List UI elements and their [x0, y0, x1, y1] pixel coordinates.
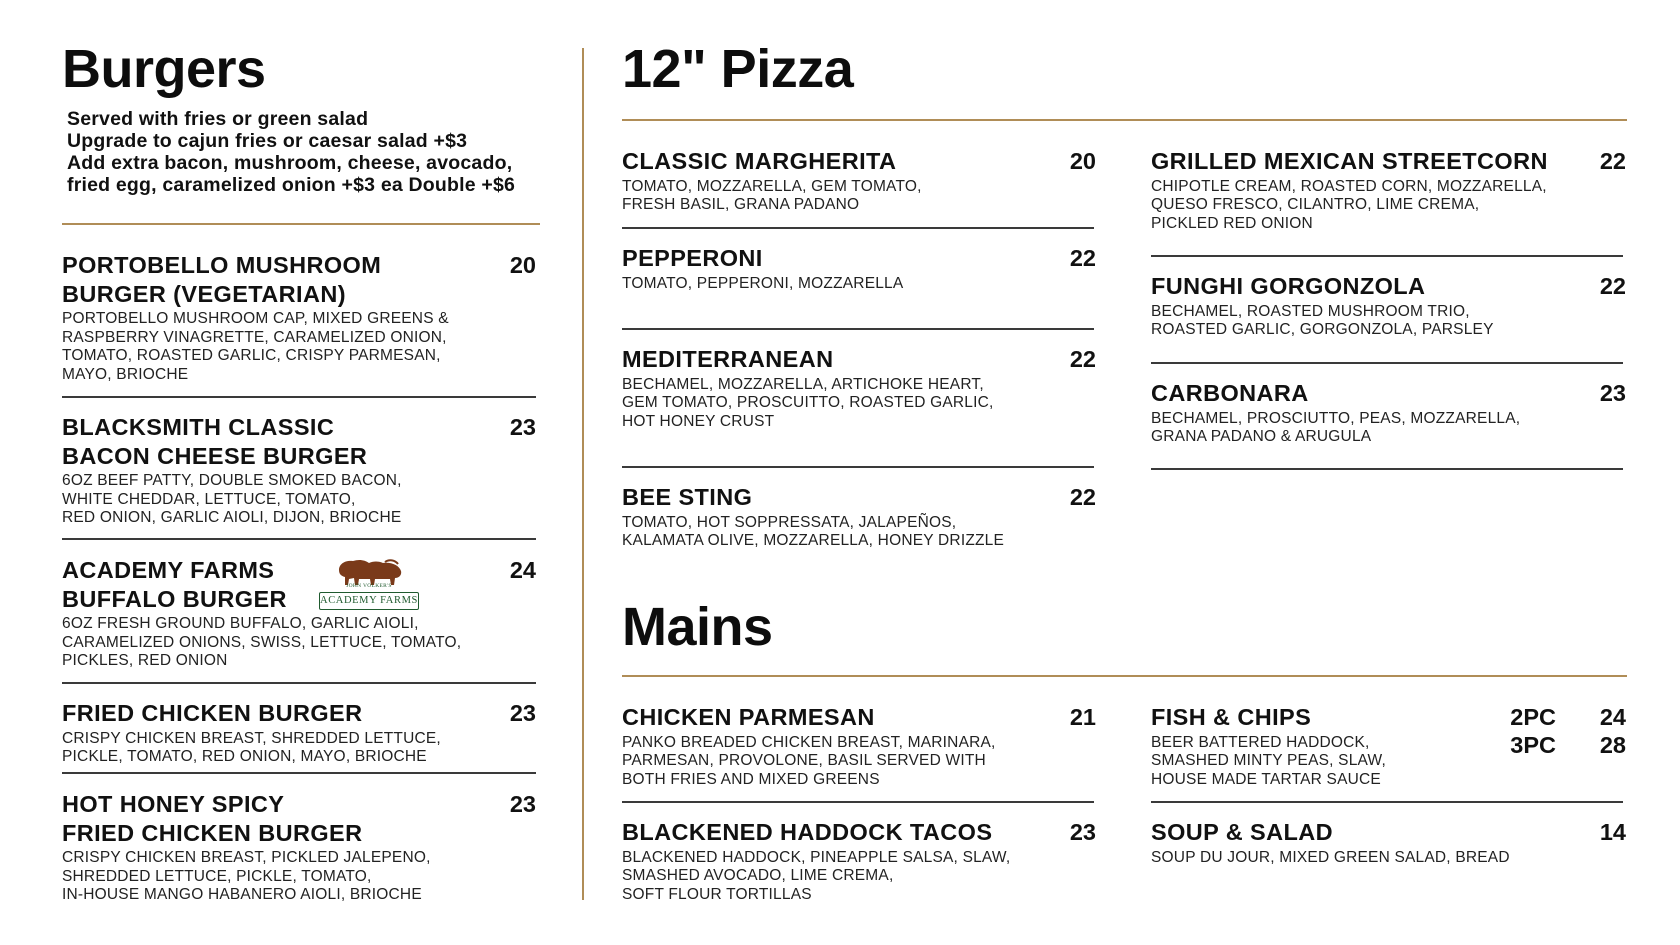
- menu-item: [622, 244, 1042, 293]
- desc-line: FRESH BASIL, GRANA PADANO: [622, 196, 860, 213]
- item-desc: [1151, 849, 1551, 868]
- item-desc: [62, 310, 532, 384]
- desc-line: BECHAMEL, ROASTED MUSHROOM TRIO,: [1151, 302, 1470, 320]
- academy-farms-logo: [317, 556, 421, 614]
- desc-line: GRANA PADANO & ARUGULA: [1151, 428, 1372, 445]
- burgers-title-rule: [62, 223, 540, 225]
- menu-item: [622, 147, 1042, 215]
- menu-item: [62, 251, 532, 384]
- name-line: FISH & CHIPS: [1151, 704, 1312, 730]
- name-line: CHICKEN PARMESAN: [622, 704, 875, 730]
- menu-item: [1151, 147, 1551, 233]
- note-line: fried egg, caramelized onion +$3 ea Double +$6: [67, 174, 516, 196]
- item-price: 22: [1599, 148, 1626, 174]
- item-divider: [1151, 801, 1623, 803]
- item-price: 14: [1599, 819, 1626, 845]
- item-desc: [622, 849, 1042, 905]
- item-divider: [622, 801, 1094, 803]
- item-name: [62, 413, 532, 470]
- mains-heading: Mains: [622, 597, 773, 657]
- name-line: BLACKENED HADDOCK TACOS: [622, 819, 993, 845]
- name-line: SOUP & SALAD: [1151, 819, 1333, 845]
- desc-line: RASPBERRY VINAGRETTE, CARAMELIZED ONION,: [62, 328, 447, 346]
- item-name: [622, 703, 1042, 732]
- buffalo-icon: [335, 556, 407, 586]
- item-divider: [622, 328, 1094, 330]
- desc-line: PICKLE, TOMATO, RED ONION, MAYO, BRIOCHE: [62, 748, 427, 765]
- item-name: [62, 790, 532, 847]
- desc-line: MAYO, BRIOCHE: [62, 365, 189, 383]
- desc-line: QUESO FRESCO, CILANTRO, LIME CREMA,: [1151, 196, 1480, 213]
- item-price: 23: [1599, 380, 1626, 406]
- item-name: [1151, 703, 1491, 732]
- desc-line: BEER BATTERED HADDOCK,: [1151, 733, 1370, 751]
- item-price: 21: [1069, 704, 1096, 730]
- desc-line: RED ONION, GARLIC AIOLI, DIJON, BRIOCHE: [62, 509, 402, 526]
- desc-line: PARMESAN, PROVOLONE, BASIL SERVED WITH: [622, 752, 986, 769]
- menu-item: [62, 556, 532, 671]
- logo-small-text: JOHN VOLKER'S: [346, 583, 392, 589]
- item-price: 22: [1069, 245, 1096, 271]
- desc-line: BECHAMEL, PROSCIUTTO, PEAS, MOZZARELLA,: [1151, 409, 1521, 427]
- item-price-2: 28: [1599, 732, 1626, 758]
- item-price: 20: [509, 252, 536, 278]
- desc-line: CHIPOTLE CREAM, ROASTED CORN, MOZZARELLA,: [1151, 177, 1547, 195]
- desc-line: TOMATO, HOT SOPPRESSATA, JALAPEÑOS,: [622, 513, 957, 531]
- menu-item: [1151, 379, 1551, 447]
- desc-line: KALAMATA OLIVE, MOZZARELLA, HONEY DRIZZLE: [622, 532, 1005, 549]
- desc-line: GEM TOMATO, PROSCUITTO, ROASTED GARLIC,: [622, 394, 994, 411]
- desc-line: CRISPY CHICKEN BREAST, PICKLED JALEPENO,: [62, 849, 431, 866]
- pizza-title-rule: [622, 119, 1627, 121]
- column-divider: [582, 48, 584, 900]
- item-name: [1151, 272, 1551, 301]
- desc-line: 6OZ FRESH GROUND BUFFALO, GARLIC AIOLI,: [62, 615, 419, 632]
- name-line: GRILLED MEXICAN STREETCORN: [1151, 148, 1548, 174]
- item-name: [62, 251, 532, 308]
- mains-title-rule: [622, 675, 1627, 677]
- item-price: 23: [509, 414, 536, 440]
- desc-line: CRISPY CHICKEN BREAST, SHREDDED LETTUCE,: [62, 729, 441, 747]
- item-desc: [622, 376, 1042, 432]
- item-name: [622, 244, 1042, 273]
- name-line: BLACKSMITH CLASSIC: [62, 414, 335, 440]
- item-desc: [622, 275, 1042, 294]
- item-desc: [1151, 410, 1551, 447]
- name-line: BURGER (VEGETARIAN): [62, 280, 346, 307]
- desc-line: SMASHED MINTY PEAS, SLAW,: [1151, 752, 1386, 769]
- desc-line: PICKLES, RED ONION: [62, 652, 228, 669]
- price-label-2pc: 2PC: [1510, 704, 1556, 730]
- menu-item: [622, 703, 1042, 789]
- name-line: CARBONARA: [1151, 380, 1309, 406]
- item-price: 22: [1599, 273, 1626, 299]
- burgers-heading: Burgers: [62, 39, 266, 99]
- item-price: 23: [509, 700, 536, 726]
- note-line: Upgrade to cajun fries or caesar salad +$3: [67, 130, 468, 152]
- item-divider: [622, 227, 1094, 229]
- item-name: [62, 699, 532, 728]
- desc-line: HOT HONEY CRUST: [622, 412, 775, 430]
- item-name: [622, 483, 1042, 512]
- name-line: FRIED CHICKEN BURGER: [62, 819, 363, 846]
- item-desc: [622, 514, 1042, 551]
- pizza-heading: 12" Pizza: [622, 39, 854, 99]
- item-name: [1151, 147, 1551, 176]
- desc-line: SOFT FLOUR TORTILLAS: [622, 885, 812, 903]
- note-line: Add extra bacon, mushroom, cheese, avocado,: [67, 152, 513, 174]
- desc-line: SOUP DU JOUR, MIXED GREEN SALAD, BREAD: [1151, 848, 1510, 866]
- name-line: CLASSIC MARGHERITA: [622, 148, 897, 174]
- menu-item: [62, 790, 532, 905]
- burgers-notes: [67, 108, 515, 196]
- name-line: PORTOBELLO MUSHROOM: [62, 252, 382, 278]
- item-desc: [62, 472, 532, 528]
- item-price: 24: [1599, 704, 1626, 730]
- desc-line: HOUSE MADE TARTAR SAUCE: [1151, 770, 1381, 788]
- menu-item: [62, 413, 532, 528]
- item-divider: [62, 396, 536, 398]
- desc-line: SMASHED AVOCADO, LIME CREMA,: [622, 867, 894, 884]
- item-desc: [622, 734, 1042, 790]
- item-desc: [1151, 178, 1551, 234]
- item-price: 20: [1069, 148, 1096, 174]
- logo-label: ACADEMY FARMS: [319, 592, 419, 610]
- item-divider: [1151, 255, 1623, 257]
- item-price: 23: [1069, 819, 1096, 845]
- item-name: [622, 345, 1042, 374]
- desc-line: ROASTED GARLIC, GORGONZOLA, PARSLEY: [1151, 321, 1494, 338]
- item-divider: [1151, 468, 1623, 470]
- menu-item: [1151, 818, 1551, 867]
- item-name: [622, 818, 1042, 847]
- desc-line: TOMATO, ROASTED GARLIC, CRISPY PARMESAN,: [62, 347, 441, 364]
- desc-line: PANKO BREADED CHICKEN BREAST, MARINARA,: [622, 733, 996, 751]
- item-divider: [62, 538, 536, 540]
- desc-line: BOTH FRIES AND MIXED GREENS: [622, 770, 880, 788]
- menu-item: [622, 345, 1042, 431]
- item-price: 23: [509, 791, 536, 817]
- item-divider: [1151, 362, 1623, 364]
- desc-line: TOMATO, MOZZARELLA, GEM TOMATO,: [622, 177, 922, 195]
- name-line: HOT HONEY SPICY: [62, 791, 285, 817]
- name-line: BEE STING: [622, 484, 753, 510]
- desc-line: TOMATO, PEPPERONI, MOZZARELLA: [622, 274, 904, 292]
- name-line: ACADEMY FARMS: [62, 557, 275, 583]
- menu-item: [1151, 272, 1551, 340]
- menu-item: [622, 818, 1042, 904]
- name-line: BACON CHEESE BURGER: [62, 442, 368, 469]
- menu-item: [62, 699, 532, 767]
- item-name: [1151, 818, 1551, 847]
- item-desc: [62, 615, 532, 671]
- item-desc: [622, 178, 1042, 215]
- name-line: FUNGHI GORGONZOLA: [1151, 273, 1426, 299]
- item-name: [622, 147, 1042, 176]
- note-line: Served with fries or green salad: [67, 108, 369, 130]
- desc-line: PORTOBELLO MUSHROOM CAP, MIXED GREENS &: [62, 310, 449, 327]
- desc-line: BLACKENED HADDOCK, PINEAPPLE SALSA, SLAW,: [622, 848, 1011, 866]
- menu-item: [1151, 703, 1491, 789]
- item-price: 24: [509, 557, 536, 583]
- item-price: 22: [1069, 484, 1096, 510]
- item-desc: [1151, 303, 1551, 340]
- desc-line: PICKLED RED ONION: [1151, 214, 1313, 232]
- name-line: PEPPERONI: [622, 245, 763, 271]
- name-line: MEDITERRANEAN: [622, 346, 834, 372]
- name-line: BUFFALO BURGER: [62, 585, 287, 612]
- desc-line: BECHAMEL, MOZZARELLA, ARTICHOKE HEART,: [622, 375, 984, 393]
- price-label-3pc: 3PC: [1510, 732, 1556, 758]
- item-name: [62, 556, 532, 613]
- desc-line: SHREDDED LETTUCE, PICKLE, TOMATO,: [62, 867, 372, 885]
- desc-line: WHITE CHEDDAR, LETTUCE, TOMATO,: [62, 490, 356, 508]
- desc-line: IN-HOUSE MANGO HABANERO AIOLI, BRIOCHE: [62, 886, 422, 903]
- item-desc: [62, 730, 532, 767]
- item-name: [1151, 379, 1551, 408]
- item-desc: [1151, 734, 1491, 790]
- item-divider: [62, 682, 536, 684]
- item-divider: [62, 772, 536, 774]
- item-desc: [62, 849, 532, 905]
- item-divider: [622, 466, 1094, 468]
- desc-line: 6OZ BEEF PATTY, DOUBLE SMOKED BACON,: [62, 472, 402, 489]
- name-line: FRIED CHICKEN BURGER: [62, 700, 363, 726]
- desc-line: CARAMELIZED ONIONS, SWISS, LETTUCE, TOMATO,: [62, 633, 462, 651]
- menu-item: [622, 483, 1042, 551]
- item-price: 22: [1069, 346, 1096, 372]
